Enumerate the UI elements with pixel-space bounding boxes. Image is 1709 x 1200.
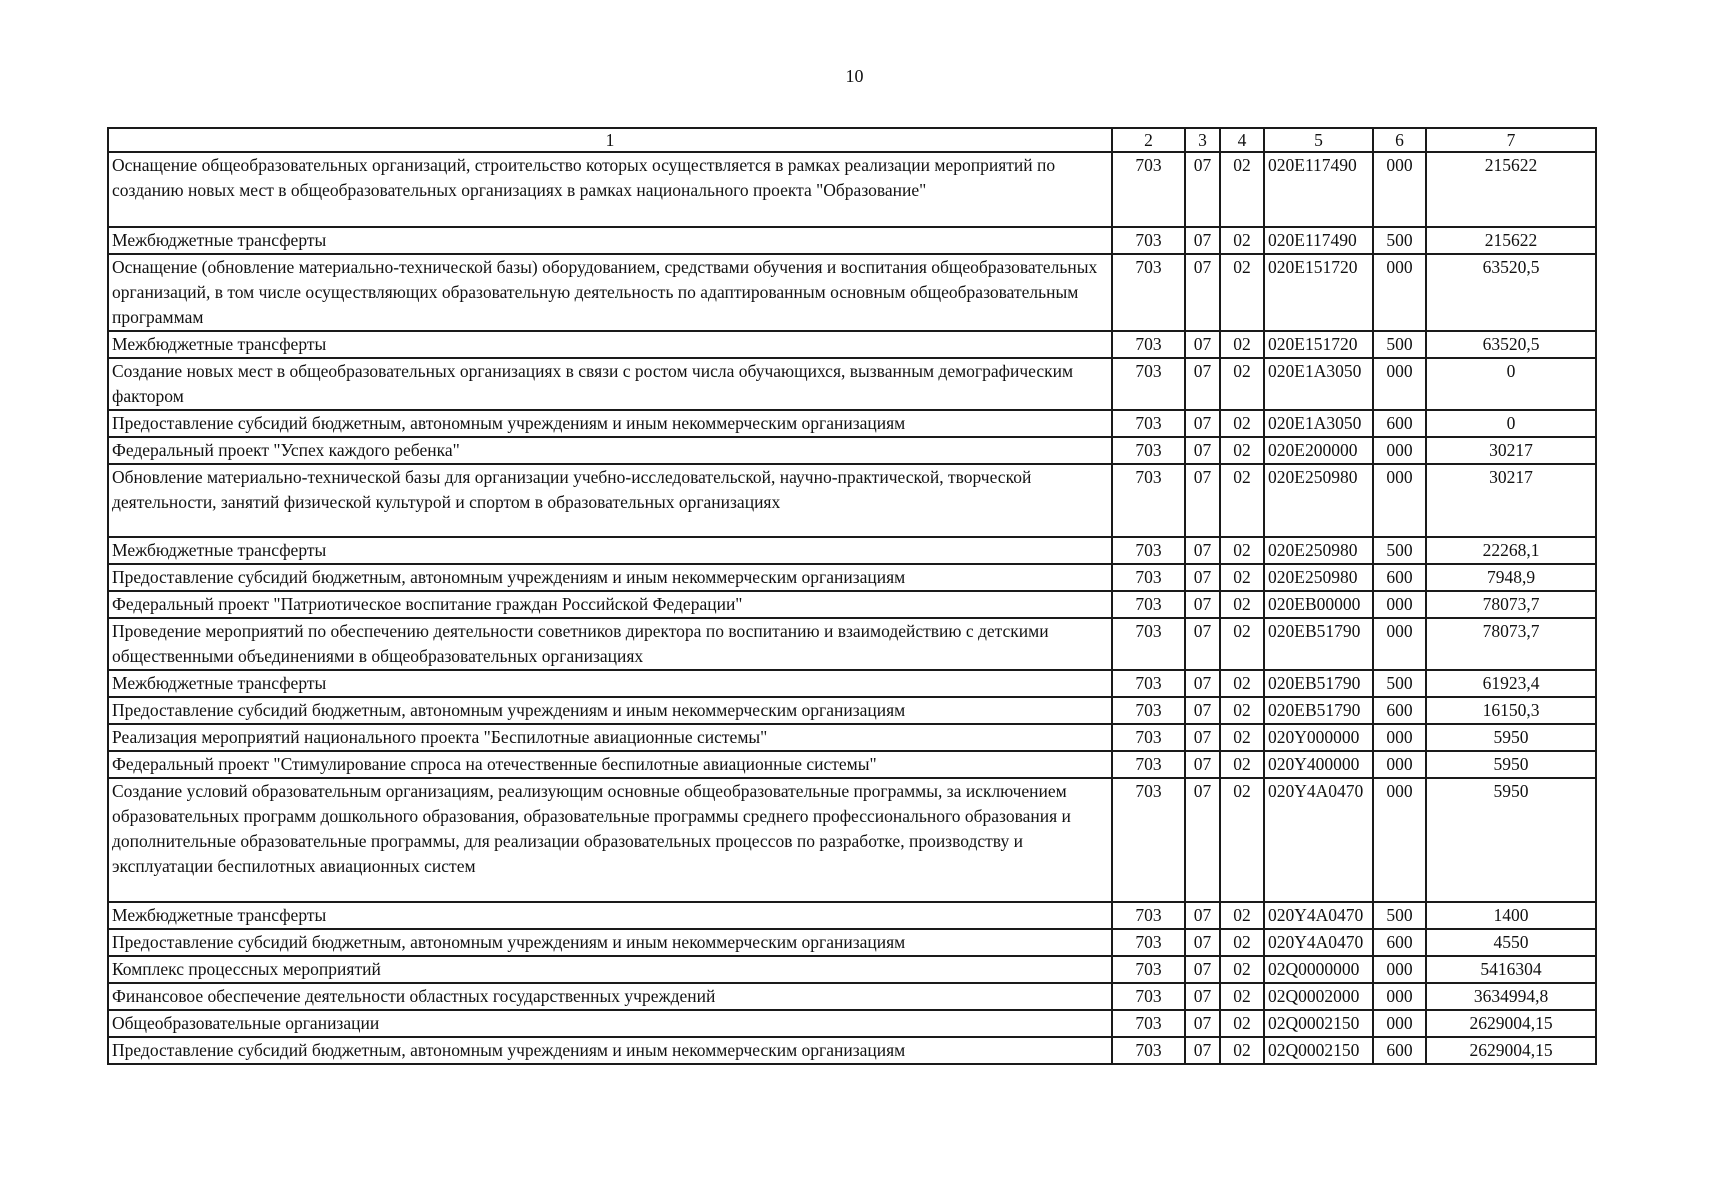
- table-row: [108, 902, 1596, 929]
- row-name-cell: Межбюджетные трансферты: [108, 670, 1112, 697]
- code-3-cell: 07: [1185, 983, 1220, 1010]
- code-2-cell: 703: [1112, 591, 1185, 618]
- code-6-cell: 000: [1373, 1010, 1426, 1037]
- amount-cell: 30217: [1426, 464, 1596, 537]
- code-4-cell: 02: [1220, 1010, 1264, 1037]
- code-5-cell: 02Q0000000: [1264, 956, 1373, 983]
- row-name-cell: Предоставление субсидий бюджетным, автономным учреждениям и иным некоммерческим организациям: [108, 697, 1112, 724]
- code-3-cell: 07: [1185, 152, 1220, 227]
- table-row: [108, 751, 1596, 778]
- amount-cell: 61923,4: [1426, 670, 1596, 697]
- table-row: [108, 331, 1596, 358]
- amount-cell: 30217: [1426, 437, 1596, 464]
- code-4-cell: 02: [1220, 537, 1264, 564]
- amount-cell: 63520,5: [1426, 331, 1596, 358]
- row-name-cell: Финансовое обеспечение деятельности областных государственных учреждений: [108, 983, 1112, 1010]
- row-name-cell: Общеобразовательные организации: [108, 1010, 1112, 1037]
- code-5-cell: 020E200000: [1264, 437, 1373, 464]
- row-name-cell: Предоставление субсидий бюджетным, автономным учреждениям и иным некоммерческим организациям: [108, 410, 1112, 437]
- amount-cell: 5950: [1426, 778, 1596, 902]
- code-6-cell: 600: [1373, 410, 1426, 437]
- code-4-cell: 02: [1220, 983, 1264, 1010]
- code-3-cell: 07: [1185, 331, 1220, 358]
- table-row: [108, 697, 1596, 724]
- code-4-cell: 02: [1220, 929, 1264, 956]
- code-6-cell: 000: [1373, 618, 1426, 670]
- table-row: [108, 254, 1596, 331]
- header-cell: 6: [1373, 128, 1426, 152]
- row-name-cell: Предоставление субсидий бюджетным, автономным учреждениям и иным некоммерческим организациям: [108, 1037, 1112, 1064]
- code-5-cell: 02Q0002150: [1264, 1037, 1373, 1064]
- code-4-cell: 02: [1220, 152, 1264, 227]
- code-4-cell: 02: [1220, 358, 1264, 410]
- code-6-cell: 000: [1373, 724, 1426, 751]
- row-name-cell: Федеральный проект "Успех каждого ребенка": [108, 437, 1112, 464]
- code-3-cell: 07: [1185, 670, 1220, 697]
- table-row: [108, 1037, 1596, 1064]
- code-3-cell: 07: [1185, 724, 1220, 751]
- code-2-cell: 703: [1112, 751, 1185, 778]
- code-6-cell: 500: [1373, 227, 1426, 254]
- header-cell: 3: [1185, 128, 1220, 152]
- code-2-cell: 703: [1112, 1010, 1185, 1037]
- code-4-cell: 02: [1220, 670, 1264, 697]
- amount-cell: 78073,7: [1426, 591, 1596, 618]
- amount-cell: 78073,7: [1426, 618, 1596, 670]
- code-2-cell: 703: [1112, 537, 1185, 564]
- table-row: [108, 778, 1596, 902]
- code-3-cell: 07: [1185, 1010, 1220, 1037]
- table-row: [108, 956, 1596, 983]
- code-4-cell: 02: [1220, 591, 1264, 618]
- code-6-cell: 000: [1373, 152, 1426, 227]
- amount-cell: 5950: [1426, 724, 1596, 751]
- code-6-cell: 000: [1373, 956, 1426, 983]
- row-name-cell: Проведение мероприятий по обеспечению деятельности советников директора по воспитанию и взаимодействию с детскими общественными объединениями в общеобразовательных организациях: [108, 618, 1112, 670]
- code-3-cell: 07: [1185, 227, 1220, 254]
- code-2-cell: 703: [1112, 152, 1185, 227]
- code-5-cell: 020E250980: [1264, 464, 1373, 537]
- code-4-cell: 02: [1220, 1037, 1264, 1064]
- code-6-cell: 600: [1373, 929, 1426, 956]
- row-name-cell: Оснащение (обновление материально-технической базы) оборудованием, средствами обучения и воспитания общеобразовательных организаций, в том числе осуществляющих образовательную деятельность по адаптированным основным общеобразовательным программам: [108, 254, 1112, 331]
- code-2-cell: 703: [1112, 464, 1185, 537]
- code-6-cell: 500: [1373, 902, 1426, 929]
- code-5-cell: 020EB51790: [1264, 618, 1373, 670]
- code-5-cell: 020Y400000: [1264, 751, 1373, 778]
- code-4-cell: 02: [1220, 254, 1264, 331]
- header-cell: 7: [1426, 128, 1596, 152]
- code-4-cell: 02: [1220, 331, 1264, 358]
- amount-cell: 1400: [1426, 902, 1596, 929]
- code-6-cell: 000: [1373, 591, 1426, 618]
- code-6-cell: 000: [1373, 983, 1426, 1010]
- table-row: [108, 983, 1596, 1010]
- amount-cell: 5950: [1426, 751, 1596, 778]
- row-name-cell: Оснащение общеобразовательных организаций, строительство которых осуществляется в рамках реализации мероприятий по созданию новых мест в общеобразовательных организациях в рамках национального проекта "Образование": [108, 152, 1112, 227]
- code-5-cell: 020EB00000: [1264, 591, 1373, 618]
- table-row: [108, 564, 1596, 591]
- code-4-cell: 02: [1220, 564, 1264, 591]
- code-4-cell: 02: [1220, 902, 1264, 929]
- table-row: [108, 537, 1596, 564]
- amount-cell: 7948,9: [1426, 564, 1596, 591]
- table-row: [108, 724, 1596, 751]
- code-3-cell: 07: [1185, 618, 1220, 670]
- code-3-cell: 07: [1185, 437, 1220, 464]
- table-row: [108, 464, 1596, 537]
- code-6-cell: 000: [1373, 254, 1426, 331]
- code-4-cell: 02: [1220, 410, 1264, 437]
- code-5-cell: 020E117490: [1264, 152, 1373, 227]
- code-2-cell: 703: [1112, 670, 1185, 697]
- code-2-cell: 703: [1112, 902, 1185, 929]
- header-cell: 1: [108, 128, 1112, 152]
- code-4-cell: 02: [1220, 724, 1264, 751]
- budget-table: [107, 127, 1597, 1065]
- code-2-cell: 703: [1112, 697, 1185, 724]
- row-name-cell: Комплекс процессных мероприятий: [108, 956, 1112, 983]
- code-3-cell: 07: [1185, 564, 1220, 591]
- amount-cell: 2629004,15: [1426, 1010, 1596, 1037]
- code-6-cell: 600: [1373, 697, 1426, 724]
- code-6-cell: 500: [1373, 331, 1426, 358]
- amount-cell: 0: [1426, 358, 1596, 410]
- row-name-cell: Предоставление субсидий бюджетным, автономным учреждениям и иным некоммерческим организациям: [108, 929, 1112, 956]
- code-4-cell: 02: [1220, 618, 1264, 670]
- code-6-cell: 000: [1373, 358, 1426, 410]
- code-3-cell: 07: [1185, 464, 1220, 537]
- code-3-cell: 07: [1185, 591, 1220, 618]
- header-cell: 2: [1112, 128, 1185, 152]
- row-name-cell: Создание новых мест в общеобразовательных организациях в связи с ростом числа обучающихся, вызванным демографическим фактором: [108, 358, 1112, 410]
- code-2-cell: 703: [1112, 437, 1185, 464]
- code-5-cell: 020EB51790: [1264, 697, 1373, 724]
- amount-cell: 2629004,15: [1426, 1037, 1596, 1064]
- code-4-cell: 02: [1220, 437, 1264, 464]
- table-row: [108, 358, 1596, 410]
- code-4-cell: 02: [1220, 751, 1264, 778]
- code-3-cell: 07: [1185, 902, 1220, 929]
- row-name-cell: Обновление материально-технической базы для организации учебно-исследовательской, научно-практической, творческой деятельности, занятий физической культурой и спортом в образовательных организациях: [108, 464, 1112, 537]
- code-5-cell: 02Q0002150: [1264, 1010, 1373, 1037]
- code-2-cell: 703: [1112, 331, 1185, 358]
- table-row: [108, 929, 1596, 956]
- amount-cell: 3634994,8: [1426, 983, 1596, 1010]
- code-6-cell: 000: [1373, 778, 1426, 902]
- row-name-cell: Предоставление субсидий бюджетным, автономным учреждениям и иным некоммерческим организациям: [108, 564, 1112, 591]
- code-2-cell: 703: [1112, 227, 1185, 254]
- amount-cell: 22268,1: [1426, 537, 1596, 564]
- code-2-cell: 703: [1112, 983, 1185, 1010]
- code-2-cell: 703: [1112, 956, 1185, 983]
- code-2-cell: 703: [1112, 778, 1185, 902]
- table-row: [108, 670, 1596, 697]
- code-2-cell: 703: [1112, 618, 1185, 670]
- code-6-cell: 600: [1373, 564, 1426, 591]
- row-name-cell: Межбюджетные трансферты: [108, 902, 1112, 929]
- code-2-cell: 703: [1112, 254, 1185, 331]
- code-2-cell: 703: [1112, 929, 1185, 956]
- amount-cell: 215622: [1426, 227, 1596, 254]
- header-cell: 5: [1264, 128, 1373, 152]
- code-4-cell: 02: [1220, 227, 1264, 254]
- code-3-cell: 07: [1185, 1037, 1220, 1064]
- row-name-cell: Федеральный проект "Стимулирование спроса на отечественные беспилотные авиационные системы": [108, 751, 1112, 778]
- table-row: [108, 227, 1596, 254]
- header-cell: 4: [1220, 128, 1264, 152]
- code-2-cell: 703: [1112, 1037, 1185, 1064]
- row-name-cell: Реализация мероприятий национального проекта "Беспилотные авиационные системы": [108, 724, 1112, 751]
- table-row: [108, 1010, 1596, 1037]
- table-row: [108, 591, 1596, 618]
- code-5-cell: 020EB51790: [1264, 670, 1373, 697]
- row-name-cell: Межбюджетные трансферты: [108, 227, 1112, 254]
- row-name-cell: Межбюджетные трансферты: [108, 331, 1112, 358]
- code-5-cell: 020E250980: [1264, 537, 1373, 564]
- code-5-cell: 020Y4A0470: [1264, 929, 1373, 956]
- code-5-cell: 020E250980: [1264, 564, 1373, 591]
- amount-cell: 215622: [1426, 152, 1596, 227]
- code-2-cell: 703: [1112, 564, 1185, 591]
- code-3-cell: 07: [1185, 697, 1220, 724]
- code-6-cell: 000: [1373, 751, 1426, 778]
- code-3-cell: 07: [1185, 929, 1220, 956]
- code-6-cell: 000: [1373, 464, 1426, 537]
- code-2-cell: 703: [1112, 724, 1185, 751]
- code-5-cell: 020E1A3050: [1264, 410, 1373, 437]
- code-2-cell: 703: [1112, 358, 1185, 410]
- code-5-cell: 020Y4A0470: [1264, 778, 1373, 902]
- table-row: [108, 410, 1596, 437]
- code-5-cell: 020E151720: [1264, 254, 1373, 331]
- code-5-cell: 020E151720: [1264, 331, 1373, 358]
- code-3-cell: 07: [1185, 358, 1220, 410]
- table-row: [108, 618, 1596, 670]
- table-row: [108, 437, 1596, 464]
- code-6-cell: 500: [1373, 670, 1426, 697]
- code-6-cell: 500: [1373, 537, 1426, 564]
- code-3-cell: 07: [1185, 956, 1220, 983]
- amount-cell: 16150,3: [1426, 697, 1596, 724]
- code-6-cell: 600: [1373, 1037, 1426, 1064]
- header-row: [108, 128, 1596, 152]
- code-4-cell: 02: [1220, 697, 1264, 724]
- code-3-cell: 07: [1185, 410, 1220, 437]
- code-5-cell: 020E117490: [1264, 227, 1373, 254]
- code-2-cell: 703: [1112, 410, 1185, 437]
- amount-cell: 5416304: [1426, 956, 1596, 983]
- code-3-cell: 07: [1185, 254, 1220, 331]
- code-6-cell: 000: [1373, 437, 1426, 464]
- row-name-cell: Межбюджетные трансферты: [108, 537, 1112, 564]
- amount-cell: 0: [1426, 410, 1596, 437]
- code-4-cell: 02: [1220, 778, 1264, 902]
- table-row: [108, 152, 1596, 227]
- code-3-cell: 07: [1185, 751, 1220, 778]
- code-3-cell: 07: [1185, 778, 1220, 902]
- code-3-cell: 07: [1185, 537, 1220, 564]
- code-4-cell: 02: [1220, 956, 1264, 983]
- row-name-cell: Создание условий образовательным организациям, реализующим основные общеобразовательные программы, за исключением образовательных программ дошкольного образования, образовательные программы среднего профессионального образования и дополнительные образовательные программы, для реализации образовательных процессов по разработке, производству и эксплуатации беспилотных авиационных систем: [108, 778, 1112, 902]
- code-5-cell: 020Y000000: [1264, 724, 1373, 751]
- code-4-cell: 02: [1220, 464, 1264, 537]
- row-name-cell: Федеральный проект "Патриотическое воспитание граждан Российской Федерации": [108, 591, 1112, 618]
- code-5-cell: 020Y4A0470: [1264, 902, 1373, 929]
- code-5-cell: 02Q0002000: [1264, 983, 1373, 1010]
- amount-cell: 4550: [1426, 929, 1596, 956]
- code-5-cell: 020E1A3050: [1264, 358, 1373, 410]
- page-number: 10: [845, 66, 864, 86]
- amount-cell: 63520,5: [1426, 254, 1596, 331]
